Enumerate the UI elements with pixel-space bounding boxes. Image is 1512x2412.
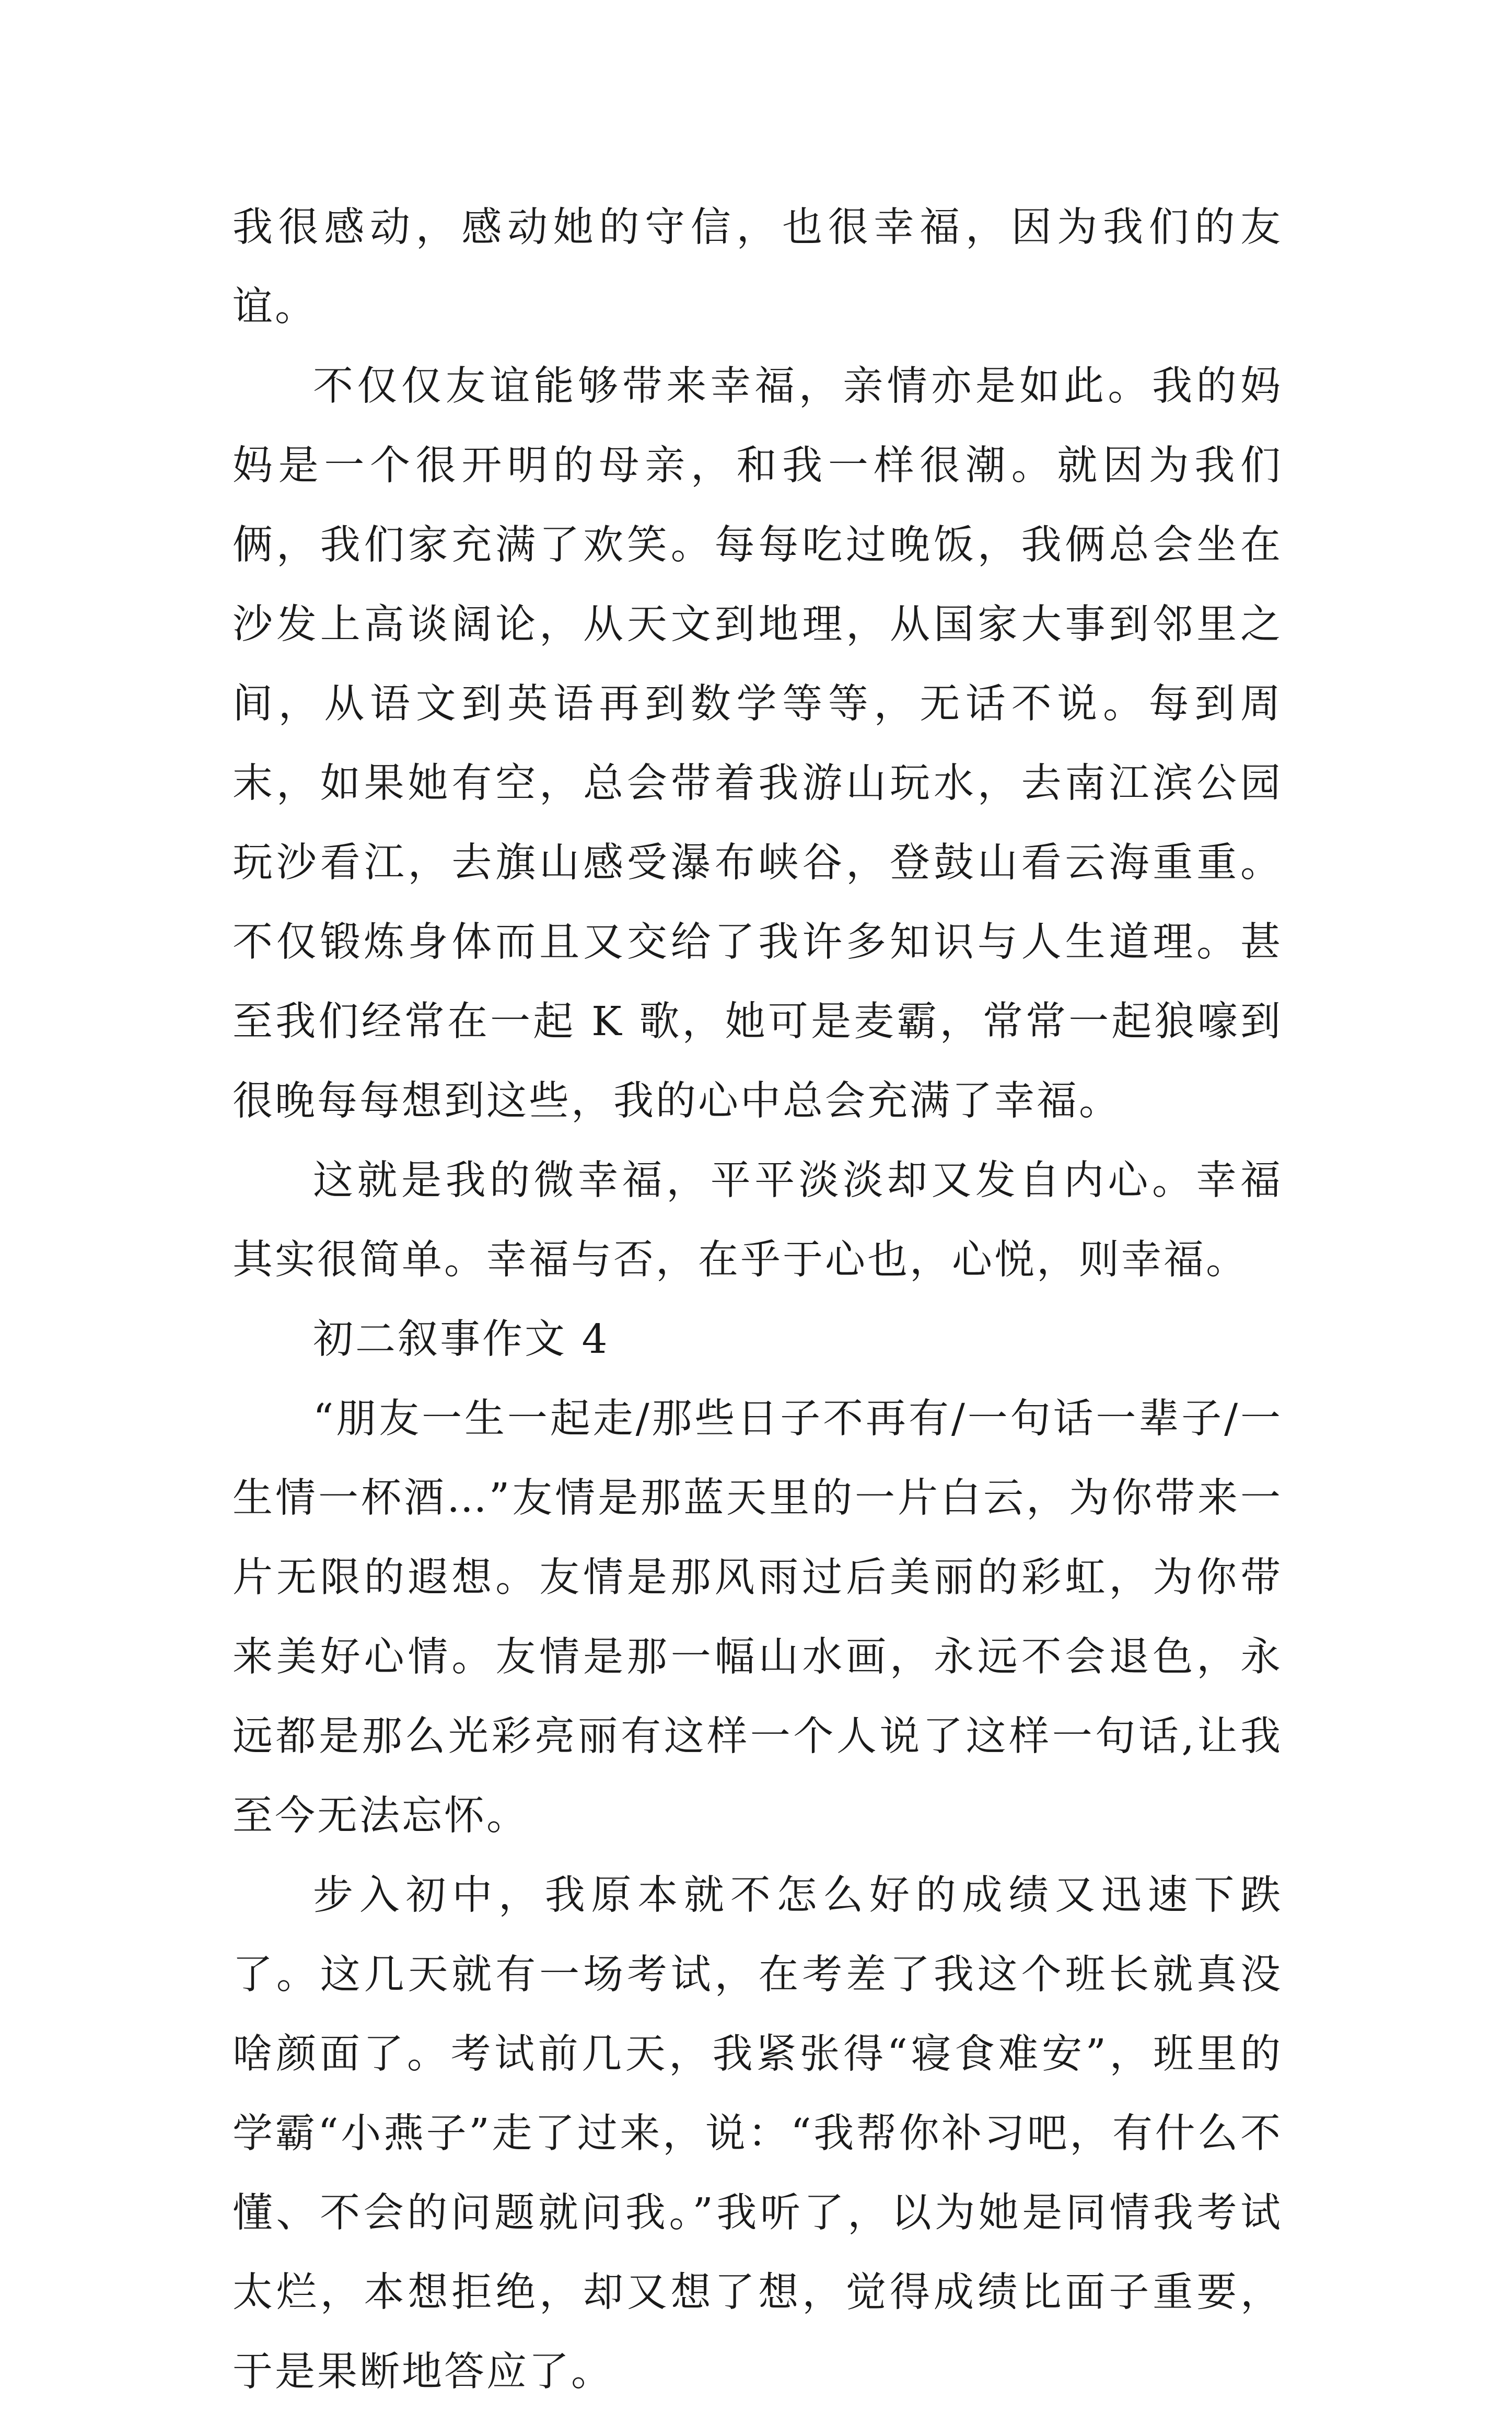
- paragraph-4: “朋友一生一起走/那些日子不再有/一句话一辈子/一生情一杯酒…”友情是那蓝天里的一片白云，为你带来一片无限的遐想。友情是那风雨过后美丽的彩虹，为你带来美好心情。友情是那一幅山水画，永远不会退色，永远都是那么光彩亮丽有这样一个人说了这样一句话,让我至今无法忘怀。: [232, 1396, 1283, 1839]
- paragraph-5: 步入初中，我原本就不怎么好的成绩又迅速下跌了。这几天就有一场考试，在考差了我这个班长就真没啥颜面了。考试前几天，我紧张得“寝食难安”，班里的学霸“小燕子”走了过来，说：“我帮你补习吧，有什么不懂、不会的问题就问我。”我听了，以为她是同情我考试太烂，本想拒绝，却又想了想，觉得成绩比面子重要，于是果断地答应了。: [232, 1872, 1283, 2395]
- paragraph-2: 不仅仅友谊能够带来幸福，亲情亦是如此。我的妈妈是一个很开明的母亲，和我一样很潮。就因为我们俩，我们家充满了欢笑。每每吃过晚饭，我俩总会坐在沙发上高谈阔论，从天文到地理，从国家大事到邻里之间，从语文到英语再到数学等等，无话不说。每到周末，如果她有空，总会带着我游山玩水，去南江滨公园玩沙看江，去旗山感受瀑布峡谷，登鼓山看云海重重。不仅锻炼身体而且又交给了我许多知识与人生道理。甚至我们经常在一起 K 歌，她可是麦霸，常常一起狼嚎到很晚每每想到这些，我的心中总会充满了幸福。: [232, 363, 1283, 1124]
- section-heading: 初二叙事作文 4: [313, 1316, 610, 1363]
- paragraph-1: 我很感动，感动她的守信，也很幸福，因为我们的友谊。: [232, 204, 1283, 330]
- document-body: [232, 188, 1283, 2412]
- paragraph-3: 这就是我的微幸福，平平淡淡却又发自内心。幸福其实很简单。幸福与否，在乎于心也，心悦，则幸福。: [232, 1157, 1283, 1283]
